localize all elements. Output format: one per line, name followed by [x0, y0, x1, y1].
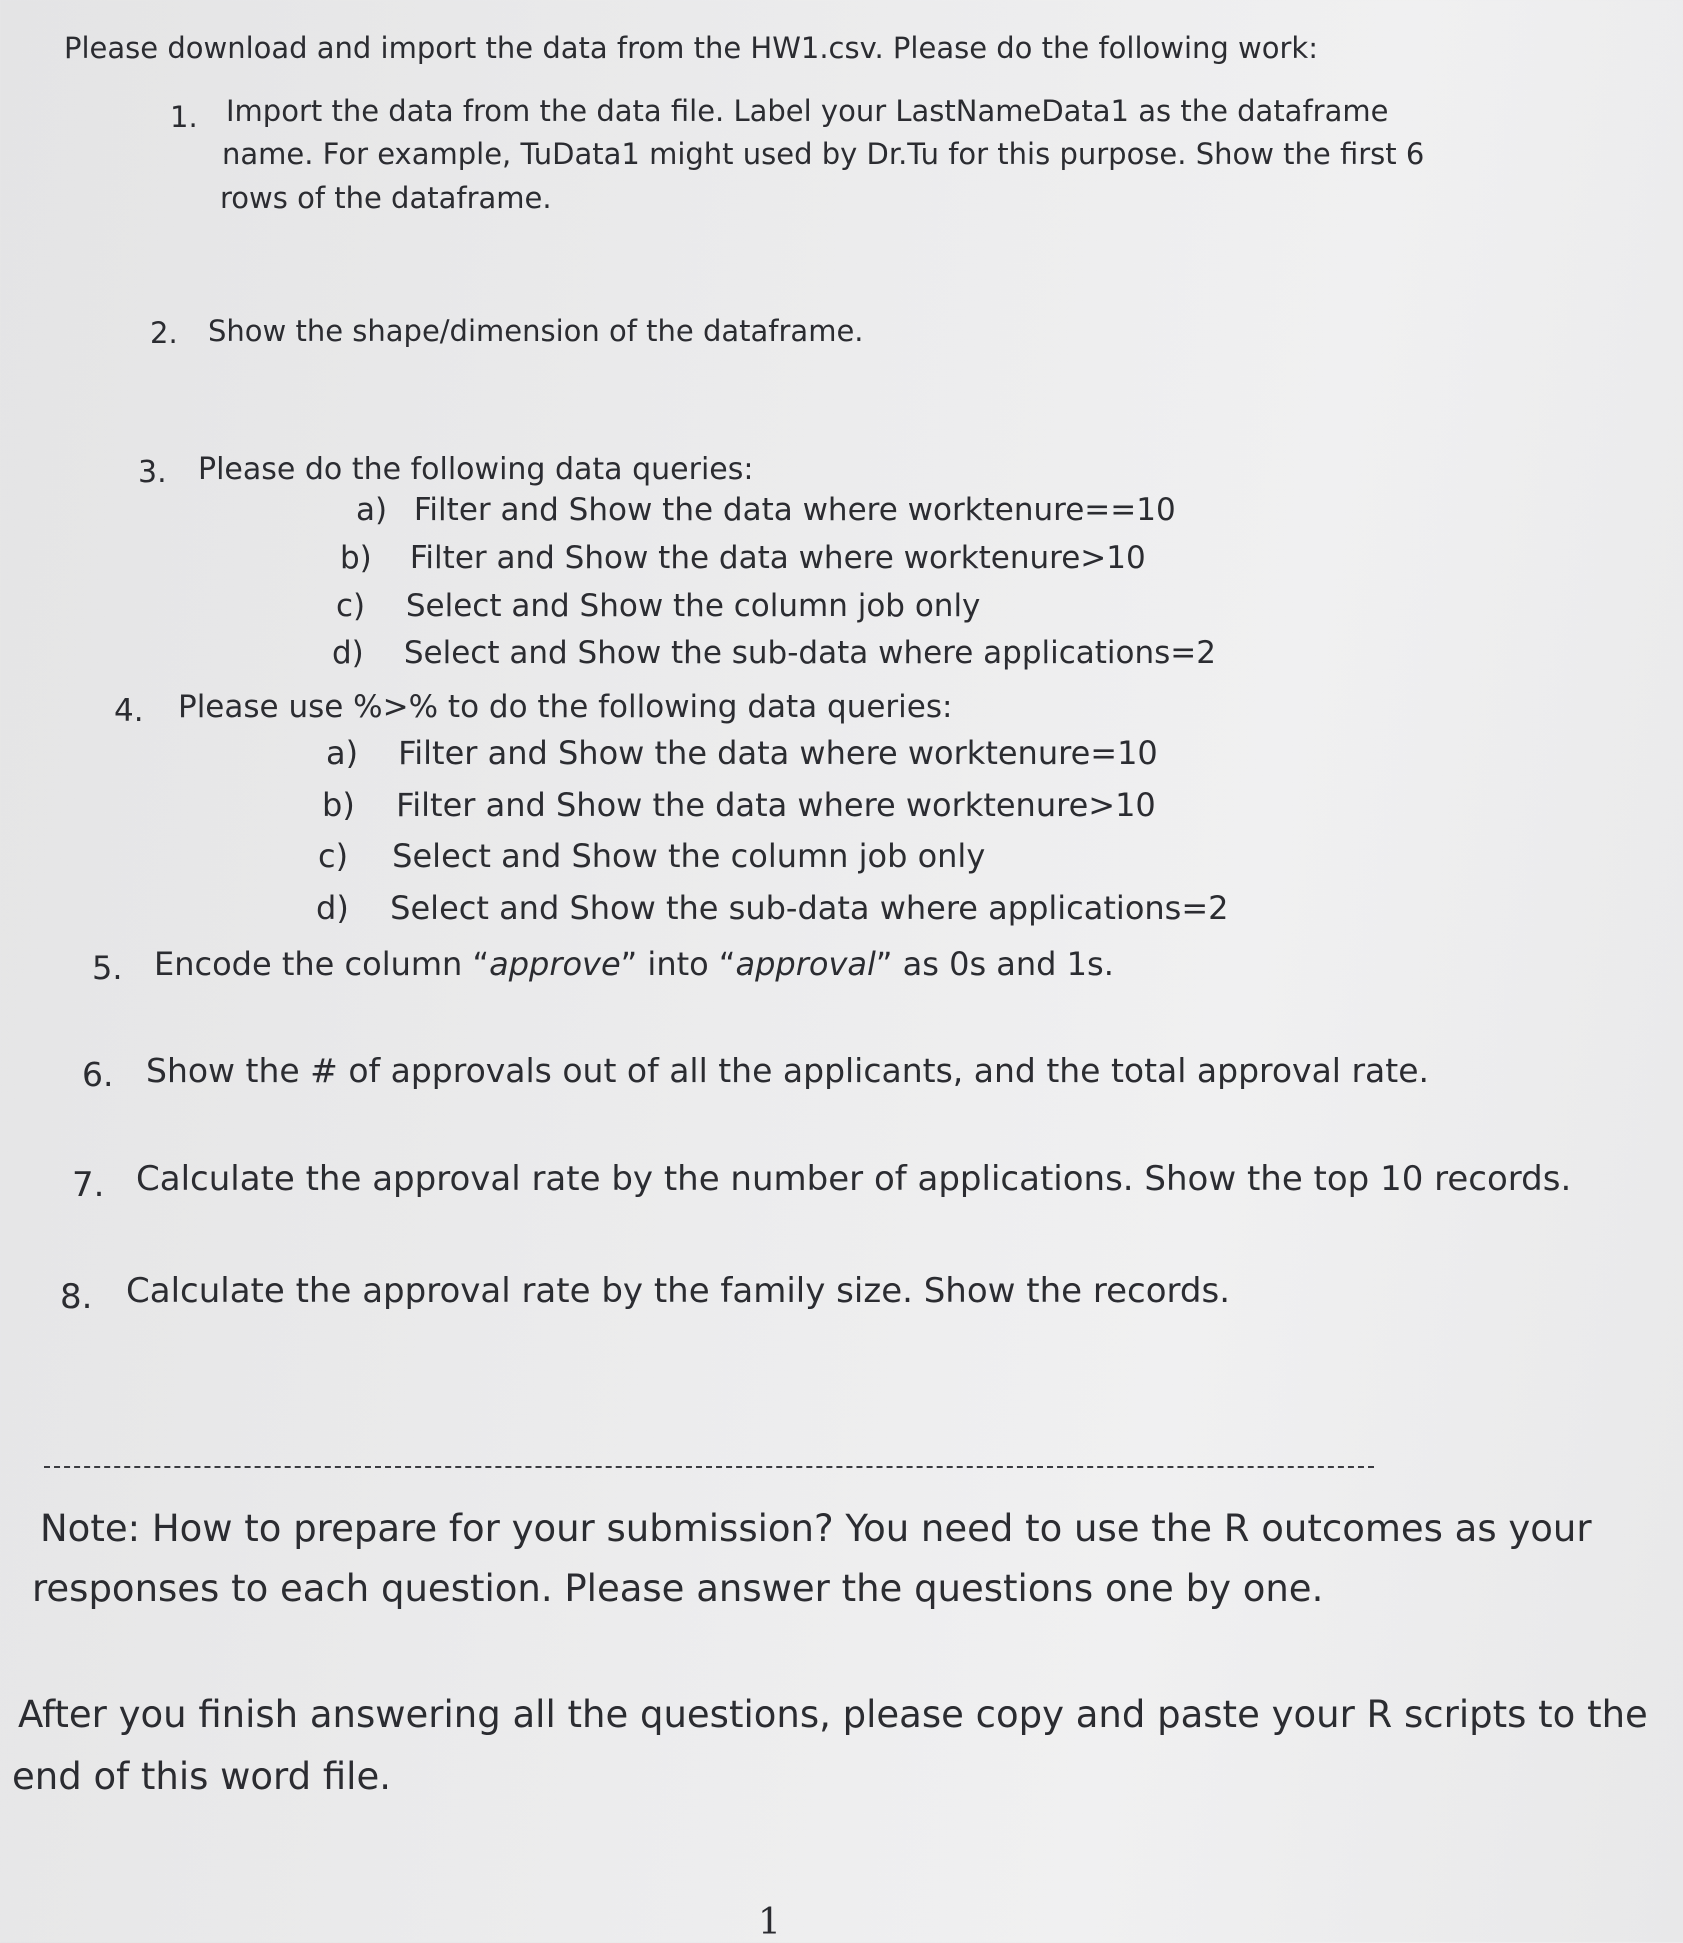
q3-item-d-text: Select and Show the sub-data where applications=2 [403, 635, 1217, 671]
q3-item-a-letter: a) [356, 492, 388, 528]
q8-number: 8. [60, 1277, 93, 1317]
q3-item-c-text: Select and Show the column job only [405, 588, 981, 624]
q2-text: Show the shape/dimension of the dataframe. [208, 314, 864, 348]
q3-item-b-text: Filter and Show the data where worktenure>10 [409, 540, 1146, 576]
dashed-divider [44, 1466, 1374, 1468]
q3-item-a [356, 492, 1176, 528]
q5-text [154, 945, 1114, 983]
q3-item-a-text: Filter and Show the data where worktenure==10 [413, 492, 1176, 528]
q5-mid: ” into “ [620, 945, 736, 983]
q4-item-c-text: Select and Show the column job only [392, 837, 986, 875]
q3-item-b [340, 540, 1146, 576]
q3-item-d [332, 635, 1217, 671]
q4-item-c-letter: c) [318, 837, 349, 875]
q7-number: 7. [72, 1165, 105, 1205]
q1-line-3: rows of the dataframe. [220, 181, 552, 215]
q1-line-1: Import the data from the data file. Label your LastNameData1 as the dataframe [226, 94, 1389, 128]
q4-item-b [322, 786, 1156, 824]
q3-item-c [336, 588, 981, 624]
after-line-1: After you finish answering all the questions, please copy and paste your R scripts to the [18, 1693, 1648, 1736]
q1-line-2: name. For example, TuData1 might used by Dr.Tu for this purpose. Show the first 6 [222, 137, 1425, 171]
q5-em-approval: approval [735, 945, 876, 983]
q3-item-c-letter: c) [336, 588, 366, 624]
page-number: 1 [758, 1902, 781, 1943]
q4-text: Please use %>% to do the following data queries: [178, 689, 953, 725]
q3-item-d-letter: d) [332, 635, 364, 671]
q5-em-approve: approve [489, 945, 621, 983]
q5-number: 5. [92, 949, 123, 987]
q6-text: Show the # of approvals out of all the applicants, and the total approval rate. [146, 1051, 1429, 1090]
note-line-2: responses to each question. Please answer the questions one by one. [32, 1567, 1324, 1610]
q7-text: Calculate the approval rate by the number of applications. Show the top 10 records. [136, 1159, 1572, 1199]
q4-number: 4. [114, 693, 144, 729]
q8-text: Calculate the approval rate by the family size. Show the records. [126, 1271, 1231, 1311]
q5-pre: Encode the column “ [154, 945, 490, 983]
q3-item-b-letter: b) [340, 540, 372, 576]
after-line-2: end of this word file. [12, 1755, 391, 1798]
q3-text: Please do the following data queries: [198, 452, 754, 487]
q4-item-a [326, 734, 1158, 772]
q4-item-a-text: Filter and Show the data where worktenure=10 [398, 734, 1158, 772]
q3-number: 3. [138, 455, 167, 490]
q4-item-c [318, 837, 986, 875]
q4-item-d-text: Select and Show the sub-data where applications=2 [390, 889, 1229, 927]
q4-item-a-letter: a) [326, 734, 359, 772]
q4-item-d [316, 889, 1229, 927]
note-line-1: Note: How to prepare for your submission? You need to use the R outcomes as your [40, 1507, 1592, 1550]
q4-item-d-letter: d) [316, 889, 349, 927]
q4-item-b-letter: b) [322, 786, 355, 824]
q5-post: ” as 0s and 1s. [875, 945, 1114, 983]
q2-number: 2. [150, 316, 178, 350]
q1-number: 1. [170, 100, 198, 134]
q6-number: 6. [82, 1055, 114, 1094]
q4-item-b-text: Filter and Show the data where worktenure>10 [396, 786, 1156, 824]
intro-text: Please download and import the data from the HW1.csv. Please do the following work: [64, 31, 1318, 65]
